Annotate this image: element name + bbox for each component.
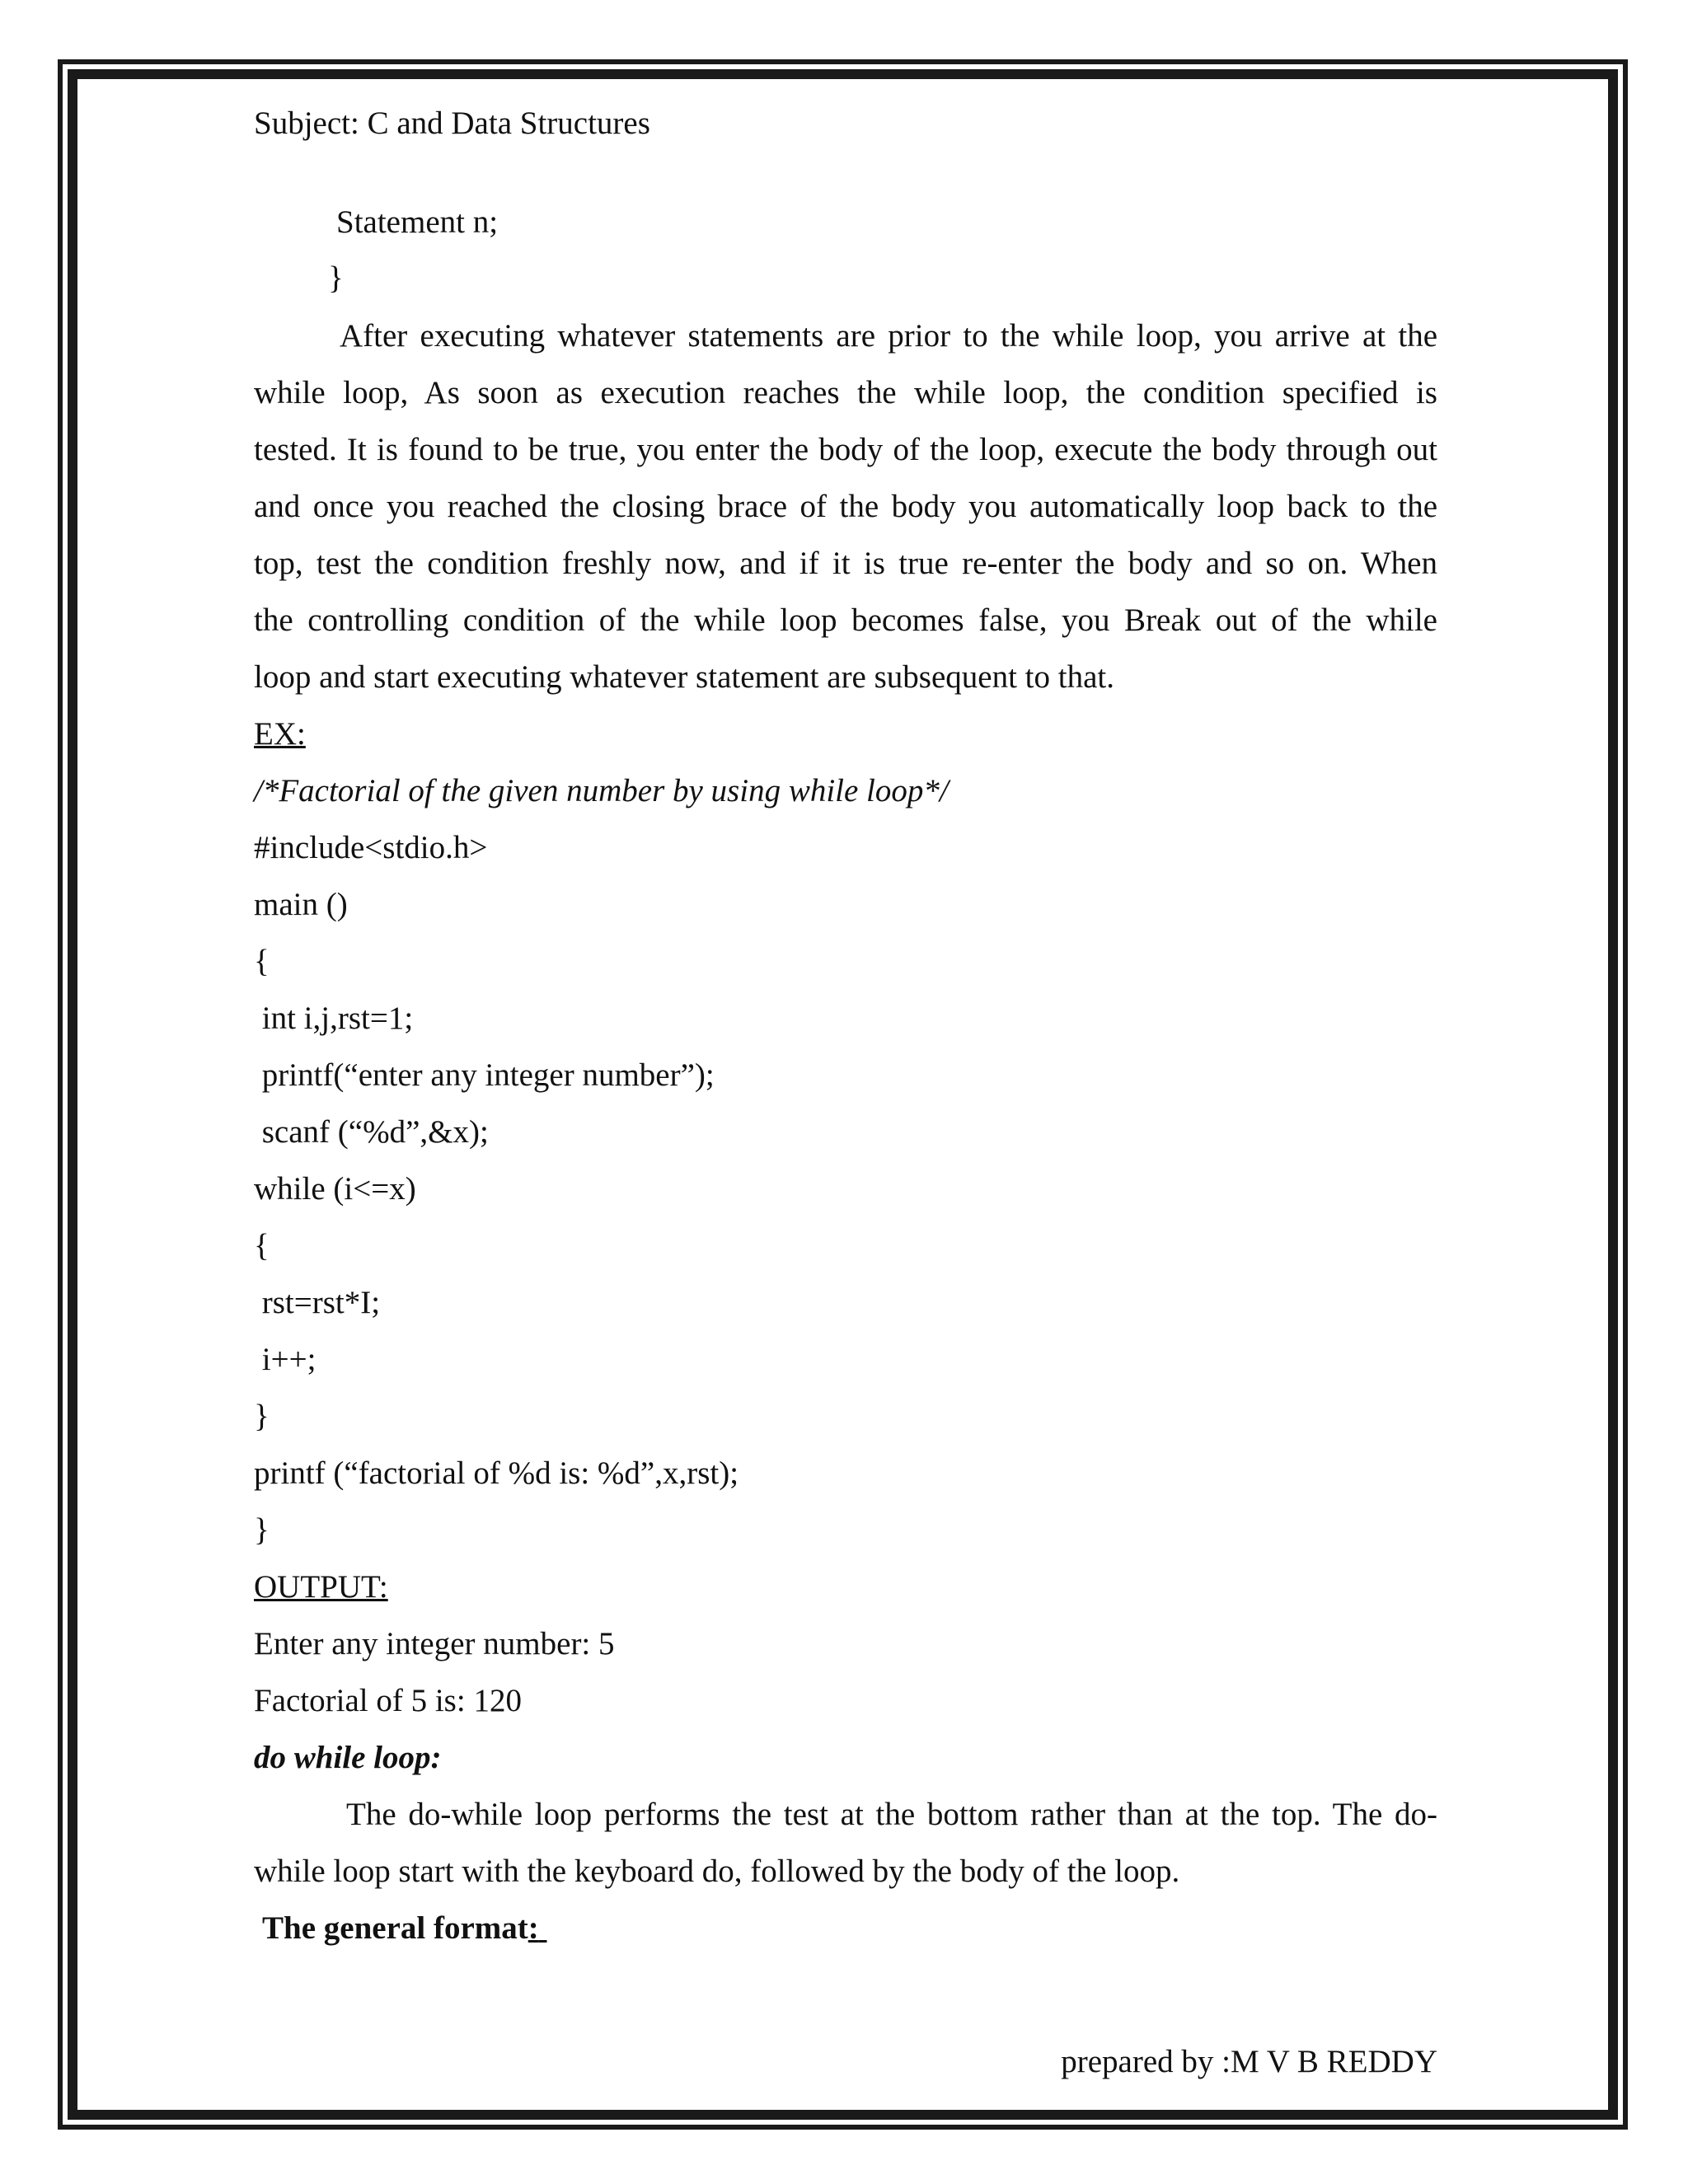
paragraph-line: the controlling condition of the while loop becomes false, you Break out of the while: [254, 602, 1437, 638]
paragraph-line: while loop, As soon as execution reaches the while loop, the condition specified is: [254, 375, 1437, 410]
example-heading-text: EX:: [254, 716, 306, 752]
general-format-colon: [528, 1910, 547, 1946]
paragraph-line: tested. It is found to be true, you enter the body of the loop, execute the body through out: [254, 432, 1437, 467]
output-line: Factorial of 5 is: 120: [254, 1683, 522, 1718]
code-line: i++;: [254, 1342, 316, 1377]
syntax-close-brace: }: [328, 260, 344, 296]
general-format-label: The general format: [262, 1910, 528, 1946]
code-line: }: [254, 1399, 270, 1434]
do-while-heading: do while loop:: [254, 1740, 442, 1775]
example-heading: [254, 715, 1437, 754]
code-line: printf (“factorial of %d is: %d”,x,rst);: [254, 1455, 739, 1491]
code-line: {: [254, 944, 270, 979]
paragraph-line: and once you reached the closing brace of the body you automatically loop back to the: [254, 489, 1437, 524]
code-comment: /*Factorial of the given number by using while loop*/: [254, 773, 949, 808]
output-line: Enter any integer number: 5: [254, 1626, 615, 1661]
code-line: while (i<=x): [254, 1171, 416, 1207]
prepared-by-footer: prepared by :M V B REDDY: [1061, 2044, 1437, 2079]
code-line: #include<stdio.h>: [254, 830, 488, 865]
general-format-heading: [262, 1909, 1446, 1948]
code-line: rst=rst*I;: [254, 1285, 381, 1320]
paragraph-line: loop and start executing whatever statement are subsequent to that.: [254, 659, 1114, 695]
syntax-statement-n: Statement n;: [336, 204, 499, 240]
code-line: main (): [254, 887, 348, 922]
code-line: printf(“enter any integer number”);: [254, 1057, 715, 1093]
code-line: scanf (“%d”,&x);: [254, 1114, 489, 1150]
code-line: int i,j,rst=1;: [254, 1001, 414, 1036]
paragraph-line: After executing whatever statements are prior to the while loop, you arrive at the: [340, 318, 1437, 354]
code-line: }: [254, 1512, 270, 1548]
subject-header: Subject: C and Data Structures: [254, 105, 650, 141]
output-heading-text: OUTPUT:: [254, 1569, 388, 1605]
output-heading: [254, 1568, 1437, 1607]
paragraph-line: top, test the condition freshly now, and if it is true re-enter the body and so on. When: [254, 546, 1437, 581]
code-line: {: [254, 1228, 270, 1263]
paragraph-line: The do-while loop performs the test at the bottom rather than at the top. The do-: [346, 1797, 1437, 1832]
general-format-colon-text: :: [528, 1910, 539, 1946]
paragraph-line: while loop start with the keyboard do, followed by the body of the loop.: [254, 1854, 1180, 1889]
